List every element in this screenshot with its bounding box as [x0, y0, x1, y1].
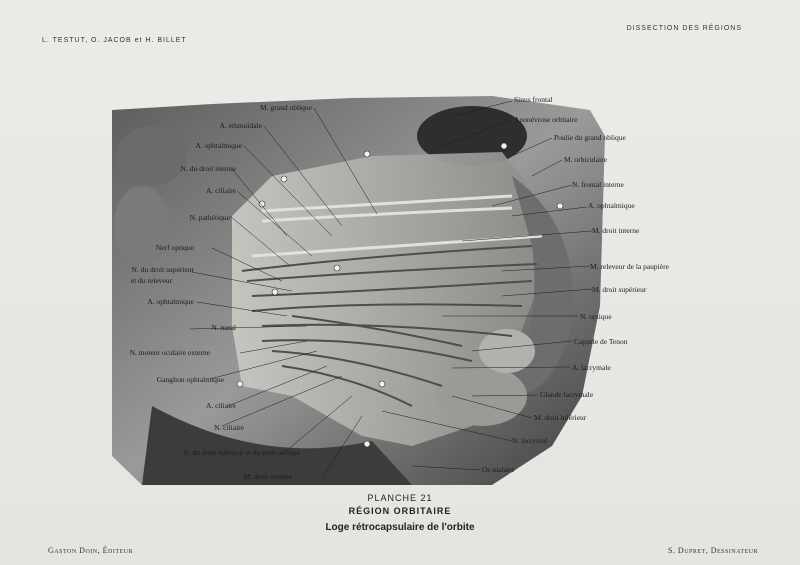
label-left-14: N. ciliaire: [214, 423, 244, 432]
label-left-5: N. pathétique: [189, 213, 230, 222]
label-left-9: A. ophtalmique: [147, 297, 194, 306]
label-left-4: A. ciliaire: [206, 186, 236, 195]
label-left-16: M. droit externe: [243, 472, 292, 481]
footer-artist: S. Dupret, Dessinateur: [667, 546, 758, 555]
label-left-11: N. moteur oculaire externe: [129, 348, 210, 357]
label-right-7: M. releveur de la paupière: [590, 262, 669, 271]
label-right-15: Os malaire: [482, 465, 515, 474]
footer-publisher: Gaston Doin, Éditeur: [48, 546, 133, 555]
label-right-5: A. ophtalmique: [588, 201, 635, 210]
label-left-1: A. ethmoïdale: [219, 121, 262, 130]
label-right-0: Sinus frontal: [514, 95, 553, 104]
label-left-2: A. ophtalmique: [195, 141, 242, 150]
labels-left: [130, 103, 313, 481]
header-section: DISSECTION DES RÉGIONS: [626, 25, 742, 32]
label-left-8: et du releveur: [130, 276, 172, 285]
label-left-0: M. grand oblique: [260, 103, 312, 112]
label-left-13: A. ciliaire: [206, 401, 236, 410]
plate-region: RÉGION ORBITAIRE: [348, 506, 452, 516]
label-right-8: M. droit supérieur: [592, 285, 647, 294]
label-right-2: Poulie du grand oblique: [554, 133, 626, 142]
plate-number: PLANCHE 21: [367, 493, 433, 503]
label-left-15: N. du droit inférieur et du petit oblique: [183, 448, 300, 457]
label-left-10: N. nasal: [211, 323, 236, 332]
label-right-11: A. lacrymale: [572, 363, 611, 372]
plate-subtitle: Loge rétrocapsulaire de l'orbite: [325, 522, 475, 533]
label-left-6: Nerf optique: [155, 243, 194, 252]
labels-right: [482, 95, 670, 474]
label-right-3: M. orbiculaire: [564, 155, 607, 164]
label-right-4: N. frontal interne: [572, 180, 624, 189]
label-left-3: N. du droit interne: [180, 164, 236, 173]
label-right-13: M. droit inférieur: [534, 413, 587, 422]
label-left-12: Ganglion ophtalmique: [156, 375, 224, 384]
label-right-12: Glande lacrymale: [540, 390, 594, 399]
label-right-1: Aponévrose orbitaire: [514, 115, 578, 124]
label-right-14: N. lacrymal: [512, 436, 548, 445]
label-right-6: M. droit interne: [592, 226, 640, 235]
label-right-9: N. optique: [580, 312, 612, 321]
label-left-7: N. du droit supérieur: [131, 265, 194, 274]
label-right-10: Capsule de Tenon: [574, 337, 628, 346]
header-authors: L. TESTUT, O. JACOB et H. BILLET: [42, 37, 187, 44]
